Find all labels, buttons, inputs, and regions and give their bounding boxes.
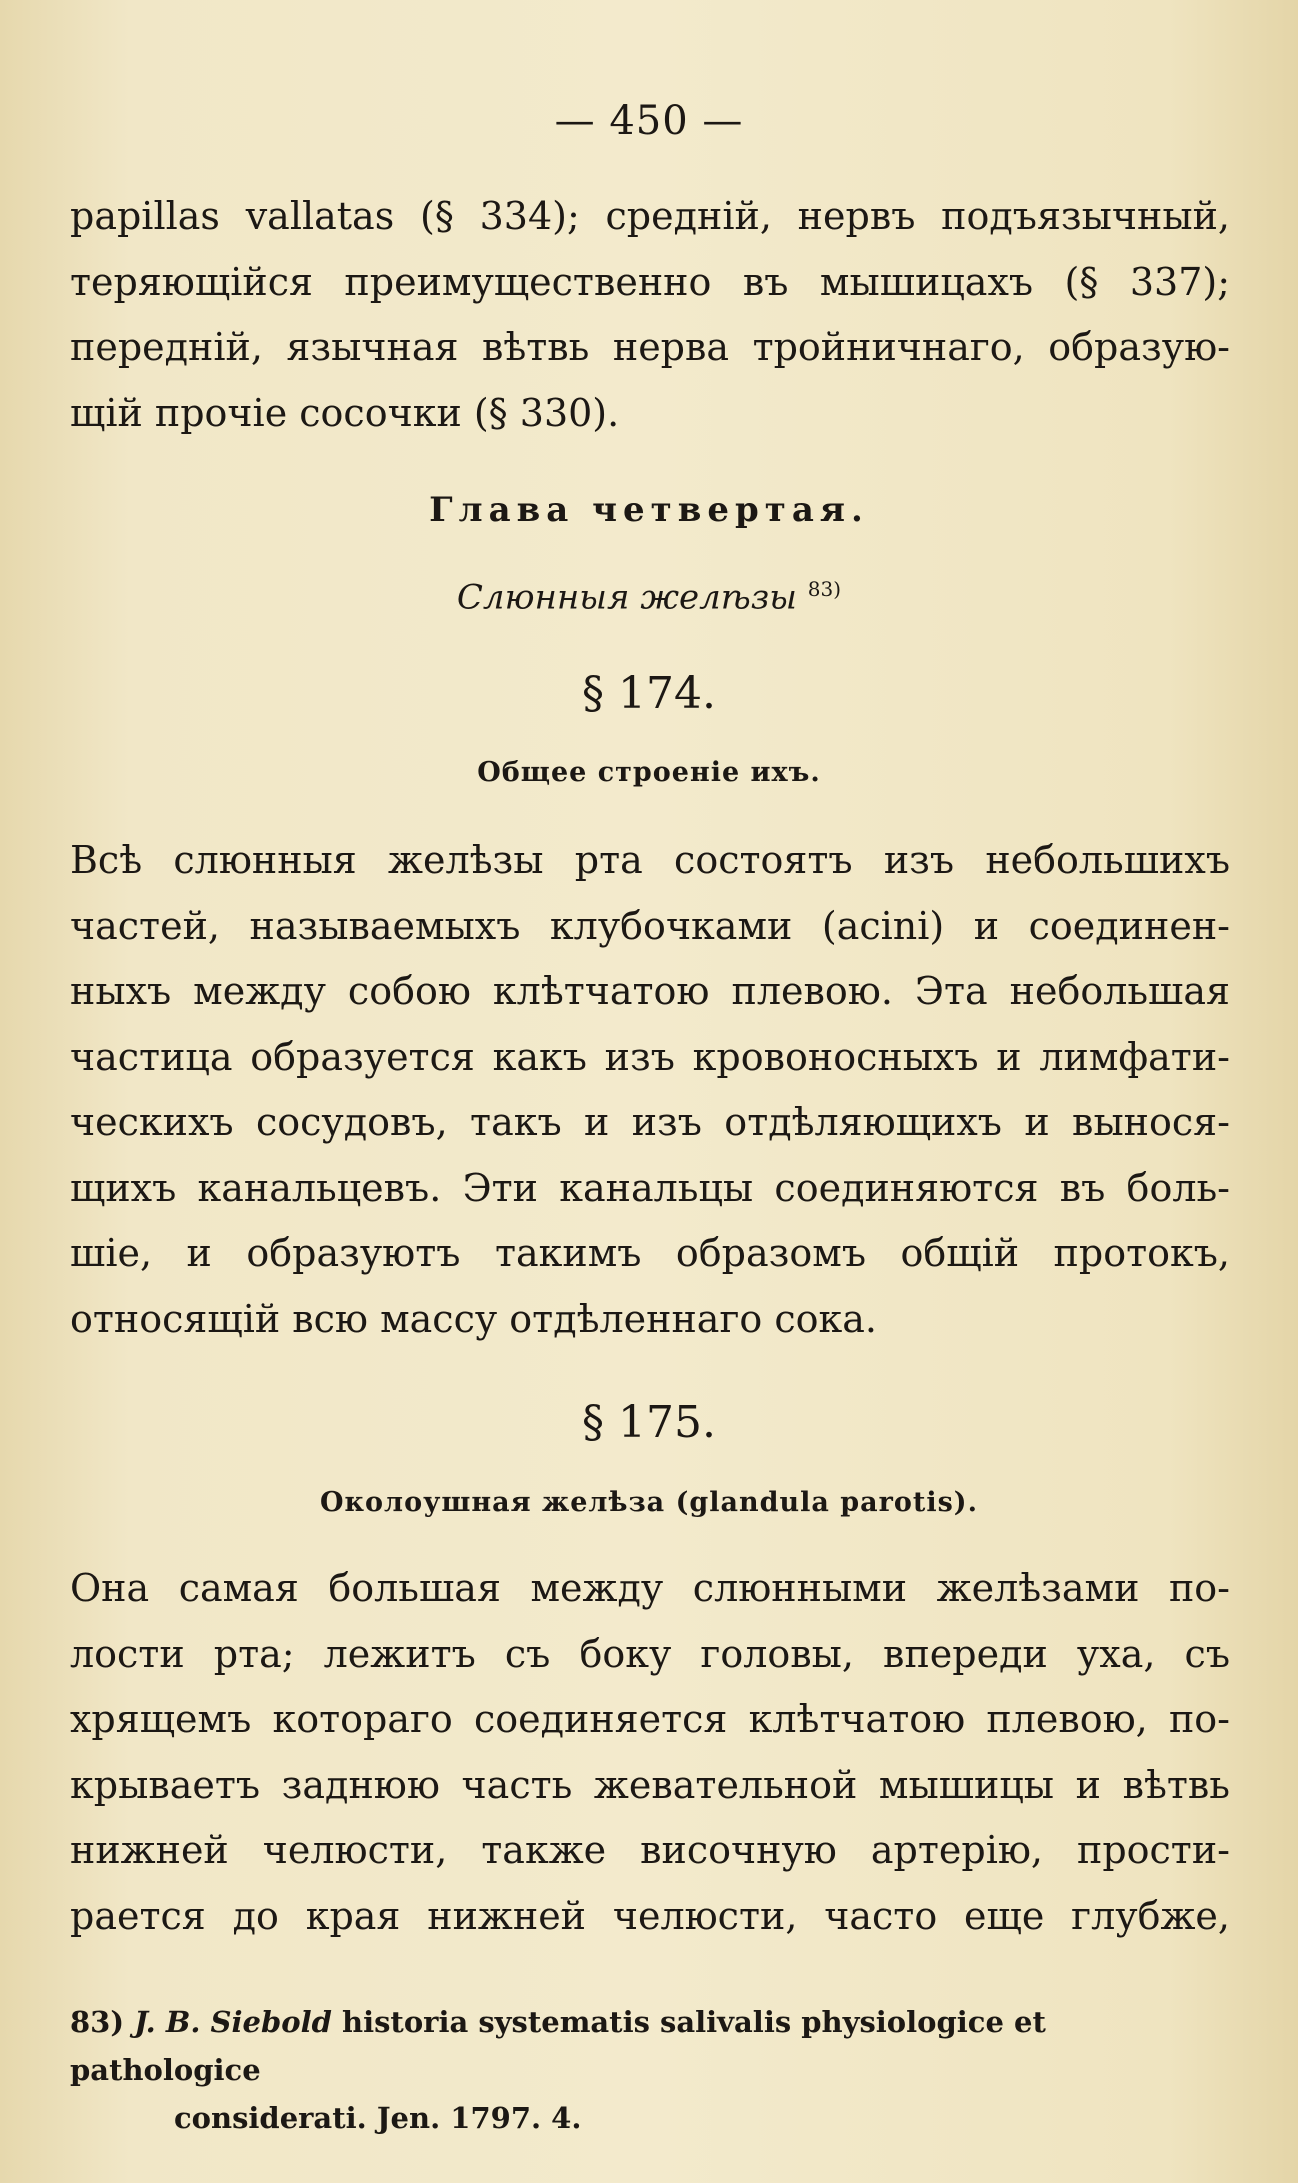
text-line: щихъ канальцевъ. Эти канальцы соединяются въ боль- bbox=[70, 1165, 1230, 1210]
page-number: — 450 — bbox=[554, 98, 744, 144]
footnote-first-line bbox=[70, 2005, 1046, 2087]
text-line: лости рта; лежитъ съ боку головы, впереди уха, съ bbox=[70, 1631, 1230, 1676]
text-line: передній, язычная вѣтвь нерва тройничнаго, образую- bbox=[70, 325, 1230, 369]
text-line: щій прочіе сосочки (§ 330). bbox=[70, 390, 620, 435]
text-line: Она самая большая между слюнными желѣзами по- bbox=[70, 1566, 1230, 1610]
text-line: относящій всю массу отдѣленнаго сока. bbox=[70, 1296, 877, 1341]
chapter-subtitle bbox=[0, 577, 1298, 617]
text-line: теряющійся преимущественно въ мышицахъ (§ 337); bbox=[70, 259, 1230, 304]
text-line: хрящемъ котораго соединяется клѣтчатою плевою, по- bbox=[70, 1697, 1230, 1741]
text-line: крываетъ заднюю часть жевательной мышицы и вѣтвь bbox=[70, 1762, 1230, 1807]
text-line: Всѣ слюнныя желѣзы рта состоятъ изъ небольшихъ bbox=[70, 838, 1230, 882]
footnote bbox=[70, 1998, 1240, 2142]
section-174-heading: Общее строеніе ихъ. bbox=[477, 757, 821, 788]
intro-paragraph bbox=[70, 184, 1230, 446]
text-line: рается до края нижней челюсти, часто еще глубже, bbox=[70, 1893, 1230, 1938]
text-line: ческихъ сосудовъ, такъ и изъ отдѣляющихъ и вынося- bbox=[70, 1100, 1230, 1144]
section-175-body bbox=[70, 1556, 1230, 1949]
section-174-number: § 174. bbox=[582, 668, 716, 719]
section-175-heading: Околоушная желѣза (glandula parotis). bbox=[320, 1487, 978, 1518]
section-174-body bbox=[70, 828, 1230, 1352]
text-line: частица образуется какъ изъ кровоносныхъ и лимфати- bbox=[70, 1034, 1230, 1079]
footnote-ref: 83) bbox=[807, 577, 842, 601]
footnote-title: historia systematis salivalis physiologice et pathologice bbox=[70, 2005, 1046, 2087]
chapter-title: Глава четвертая. bbox=[429, 490, 869, 530]
text-line: ныхъ между собою клѣтчатою плевою. Эта небольшая bbox=[70, 969, 1230, 1013]
section-175-number: § 175. bbox=[582, 1397, 716, 1448]
text-line: частей, называемыхъ клубочками (acini) и соединен- bbox=[70, 903, 1230, 948]
footnote-marker: 83) bbox=[70, 2005, 125, 2039]
text-line: нижней челюсти, также височную артерію, прости- bbox=[70, 1828, 1230, 1872]
footnote-author: J. B. Siebold bbox=[134, 2005, 332, 2039]
footnote-second-line: considerati. Jen. 1797. 4. bbox=[174, 2101, 582, 2135]
chapter-subtitle-text: Слюнныя желѣзы bbox=[456, 577, 797, 618]
text-line: шіе, и образуютъ такимъ образомъ общій протокъ, bbox=[70, 1231, 1230, 1275]
text-line: papillas vallatas (§ 334); средній, нервъ подъязычный, bbox=[70, 194, 1230, 238]
